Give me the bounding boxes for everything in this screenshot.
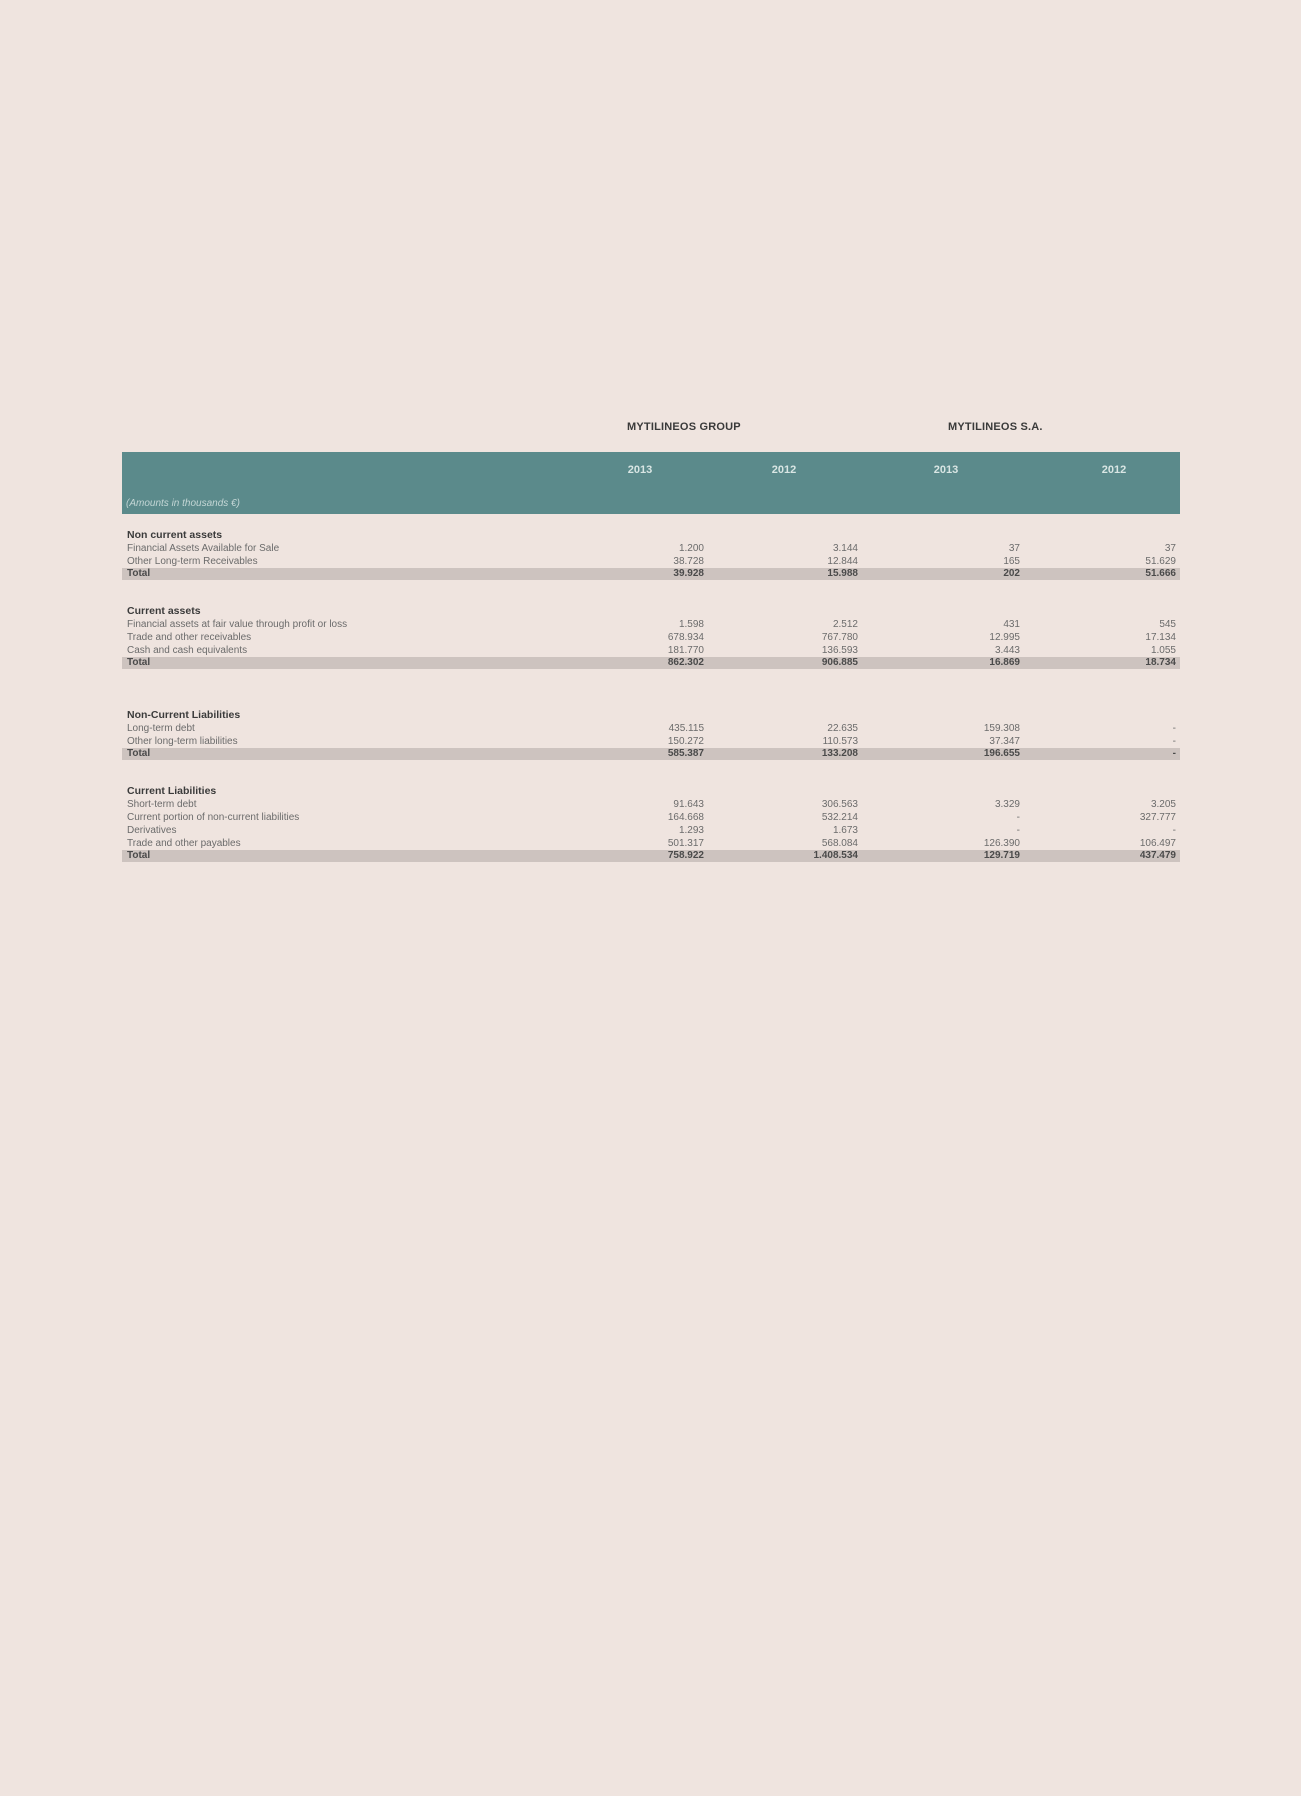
cell-value: 126.390 (983, 838, 1020, 849)
cell-value: 196.655 (983, 748, 1020, 759)
column-group-headers (122, 418, 1180, 438)
section-title: Non-Current Liabilities (127, 709, 241, 721)
row-label: Financial Assets Available for Sale (127, 543, 280, 554)
table-row (122, 824, 1180, 837)
cell-value: 91.643 (673, 799, 704, 810)
table-row (122, 644, 1180, 657)
row-label: Total (127, 657, 151, 668)
section-non-current-assets (122, 528, 1180, 580)
cell-value: 37.347 (989, 736, 1020, 747)
cell-value: 678.934 (667, 632, 704, 643)
table-row (122, 798, 1180, 811)
cell-value: 37 (1008, 543, 1020, 554)
section-title: Non current assets (127, 529, 223, 541)
cell-value: 106.497 (1139, 838, 1176, 849)
total-row (122, 850, 1180, 862)
cell-value: 12.844 (827, 556, 858, 567)
cell-value: 150.272 (667, 736, 704, 747)
table-row (122, 555, 1180, 568)
cell-value: 15.988 (827, 568, 858, 579)
cell-value: 51.666 (1145, 568, 1176, 579)
cell-value: 37 (1164, 543, 1176, 554)
table-row (122, 618, 1180, 631)
group-header-mytilineos-sa: MYTILINEOS S.A. (948, 421, 1043, 433)
cell-value: 435.115 (668, 723, 704, 734)
cell-value: 38.728 (673, 556, 704, 567)
section-current-liabilities (122, 784, 1180, 862)
cell-value: 3.443 (994, 645, 1020, 656)
row-label: Short-term debt (127, 799, 197, 810)
cell-value: 110.573 (822, 736, 858, 747)
total-row (122, 748, 1180, 760)
row-label: Total (127, 850, 151, 861)
cell-value: 159.308 (983, 723, 1020, 734)
cell-value: - (1172, 825, 1176, 836)
section-title: Current assets (127, 605, 201, 617)
cell-value: 17.134 (1145, 632, 1176, 643)
cell-value: 202 (1003, 568, 1020, 579)
cell-value: 767.780 (821, 632, 858, 643)
cell-value: 532.214 (821, 812, 858, 823)
table-row (122, 722, 1180, 735)
row-label: Total (127, 568, 151, 579)
year-header: 2013 (933, 464, 959, 476)
cell-value: 3.205 (1150, 799, 1176, 810)
cell-value: 585.387 (667, 748, 704, 759)
cell-value: 1.293 (678, 825, 704, 836)
row-label: Total (127, 748, 151, 759)
cell-value: 18.734 (1145, 657, 1176, 668)
cell-value: 2.512 (832, 619, 858, 630)
cell-value: 129.719 (983, 850, 1020, 861)
cell-value: 545 (1159, 619, 1176, 630)
year-header: 2012 (1101, 464, 1127, 476)
cell-value: 1.055 (1150, 645, 1176, 656)
cell-value: 758.922 (667, 850, 704, 861)
cell-value: 431 (1003, 619, 1020, 630)
cell-value: 22.635 (827, 723, 858, 734)
row-label: Other long-term liabilities (127, 736, 238, 747)
cell-value: - (1172, 748, 1176, 759)
cell-value: 133.208 (821, 748, 858, 759)
cell-value: 16.869 (989, 657, 1020, 668)
total-row (122, 657, 1180, 669)
table-row (122, 542, 1180, 555)
year-header: 2012 (771, 464, 797, 476)
cell-value: 1.408.534 (813, 850, 858, 861)
cell-value: 1.598 (678, 619, 704, 630)
cell-value: 51.629 (1145, 556, 1176, 567)
cell-value: 1.673 (832, 825, 858, 836)
cell-value: 568.084 (821, 838, 858, 849)
cell-value: 327.777 (1139, 812, 1176, 823)
table-header-band (122, 452, 1180, 514)
cell-value: 181.770 (667, 645, 704, 656)
cell-value: 39.928 (673, 568, 704, 579)
row-label: Financial assets at fair value through profit or loss (127, 619, 348, 630)
row-label: Current portion of non-current liabilities (127, 812, 300, 823)
row-label: Long-term debt (127, 723, 195, 734)
cell-value: 136.593 (821, 645, 858, 656)
cell-value: 437.479 (1139, 850, 1176, 861)
group-header-mytilineos-group: MYTILINEOS GROUP (627, 421, 741, 433)
table-row (122, 631, 1180, 644)
row-label: Other Long-term Receivables (127, 556, 258, 567)
cell-value: - (1172, 736, 1176, 747)
cell-value: 12.995 (989, 632, 1020, 643)
cell-value: 501.317 (667, 838, 704, 849)
table-row (122, 837, 1180, 850)
cell-value: 306.563 (821, 799, 858, 810)
cell-value: 3.144 (832, 543, 858, 554)
cell-value: - (1016, 825, 1020, 836)
table-row (122, 811, 1180, 824)
table-row (122, 735, 1180, 748)
row-label: Cash and cash equivalents (127, 645, 248, 656)
row-label: Trade and other receivables (127, 632, 252, 643)
cell-value: 164.668 (667, 812, 704, 823)
cell-value: 1.200 (678, 543, 704, 554)
section-non-current-liabilities (122, 708, 1180, 760)
cell-value: 3.329 (994, 799, 1020, 810)
amounts-note: (Amounts in thousands €) (126, 498, 240, 509)
cell-value: - (1172, 723, 1176, 734)
cell-value: 165 (1003, 556, 1020, 567)
row-label: Derivatives (127, 825, 177, 836)
year-header: 2013 (627, 464, 653, 476)
section-title: Current Liabilities (127, 785, 217, 797)
total-row (122, 568, 1180, 580)
cell-value: - (1016, 812, 1020, 823)
cell-value: 906.885 (821, 657, 858, 668)
row-label: Trade and other payables (127, 838, 241, 849)
section-current-assets (122, 604, 1180, 669)
cell-value: 862.302 (667, 657, 704, 668)
